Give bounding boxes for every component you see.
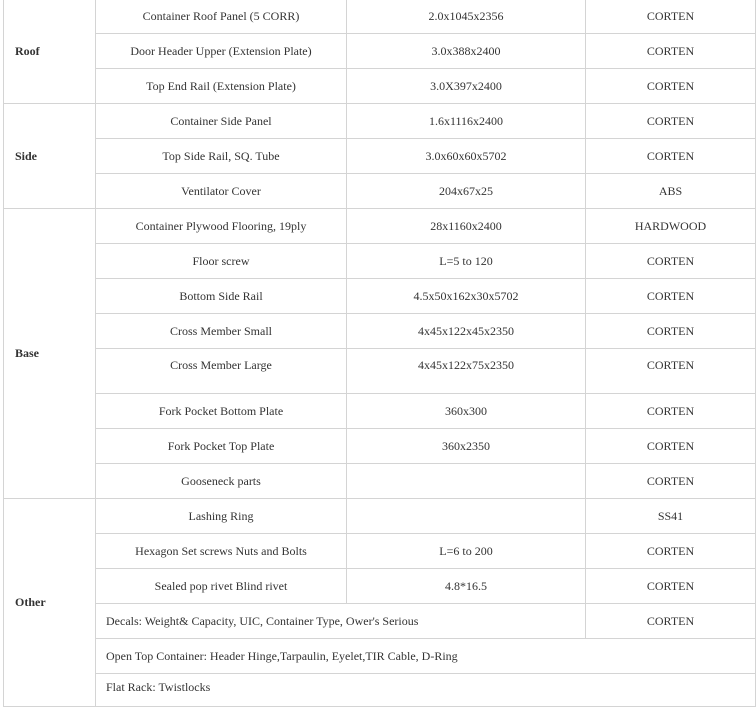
container-parts-table xyxy=(3,0,756,707)
open-top-note: Open Top Container: Header Hinge,Tarpaulin, Eyelet,TIR Cable, D-Ring xyxy=(96,639,756,674)
part-name: Gooseneck parts xyxy=(96,464,347,499)
table-row xyxy=(4,534,756,569)
part-name: Top End Rail (Extension Plate) xyxy=(96,69,347,104)
part-material: CORTEN xyxy=(586,244,756,279)
part-name: Bottom Side Rail xyxy=(96,279,347,314)
part-material: CORTEN xyxy=(586,534,756,569)
table-row xyxy=(4,104,756,139)
part-material: CORTEN xyxy=(586,34,756,69)
table-row xyxy=(4,349,756,394)
part-name: Fork Pocket Top Plate xyxy=(96,429,347,464)
part-material-text: CORTEN xyxy=(646,357,695,372)
category-other: Other xyxy=(4,499,96,707)
part-size: 4.5x50x162x30x5702 xyxy=(347,279,586,314)
part-size: 3.0X397x2400 xyxy=(347,69,586,104)
part-name: Hexagon Set screws Nuts and Bolts xyxy=(96,534,347,569)
part-name: Floor screw xyxy=(96,244,347,279)
part-material: CORTEN xyxy=(586,314,756,349)
part-size: 3.0x60x60x5702 xyxy=(347,139,586,174)
table-row xyxy=(4,69,756,104)
part-size-text: 4x45x122x75x2350 xyxy=(418,357,514,372)
part-size: L=5 to 120 xyxy=(347,244,586,279)
part-material: CORTEN xyxy=(586,604,756,639)
part-size: 3.0x388x2400 xyxy=(347,34,586,69)
part-name: Ventilator Cover xyxy=(96,174,347,209)
part-material: CORTEN xyxy=(586,429,756,464)
part-material: CORTEN xyxy=(586,279,756,314)
table-row xyxy=(4,244,756,279)
part-material: HARDWOOD xyxy=(586,209,756,244)
part-name: Cross Member Small xyxy=(96,314,347,349)
part-name: Lashing Ring xyxy=(96,499,347,534)
table-row xyxy=(4,139,756,174)
table-row xyxy=(4,209,756,244)
table-row xyxy=(4,394,756,429)
part-name: Container Plywood Flooring, 19ply xyxy=(96,209,347,244)
decals-note: Decals: Weight& Capacity, UIC, Container Type, Ower's Serious xyxy=(96,604,586,639)
part-material: CORTEN xyxy=(586,0,756,34)
part-name: Container Roof Panel (5 CORR) xyxy=(96,0,347,34)
table-row xyxy=(4,429,756,464)
part-material: CORTEN xyxy=(586,139,756,174)
part-material xyxy=(586,349,756,394)
table-row xyxy=(4,34,756,69)
flat-rack-text: Flat Rack: Twistlocks xyxy=(106,679,211,694)
table-row xyxy=(4,174,756,209)
part-name: Top Side Rail, SQ. Tube xyxy=(96,139,347,174)
table-row xyxy=(4,569,756,604)
part-name: Fork Pocket Bottom Plate xyxy=(96,394,347,429)
part-material: CORTEN xyxy=(586,69,756,104)
part-material: SS41 xyxy=(586,499,756,534)
part-size: 4x45x122x45x2350 xyxy=(347,314,586,349)
part-size: 360x300 xyxy=(347,394,586,429)
part-material: ABS xyxy=(586,174,756,209)
table-row xyxy=(4,314,756,349)
table-row xyxy=(4,279,756,314)
table-row xyxy=(4,464,756,499)
part-size: 28x1160x2400 xyxy=(347,209,586,244)
part-material: CORTEN xyxy=(586,569,756,604)
part-size xyxy=(347,464,586,499)
table-row xyxy=(4,639,756,674)
part-material: CORTEN xyxy=(586,394,756,429)
part-size: L=6 to 200 xyxy=(347,534,586,569)
table-row xyxy=(4,604,756,639)
part-name: Container Side Panel xyxy=(96,104,347,139)
table-row xyxy=(4,499,756,534)
part-name xyxy=(96,349,347,394)
part-size: 4.8*16.5 xyxy=(347,569,586,604)
category-base: Base xyxy=(4,209,96,499)
part-material: CORTEN xyxy=(586,464,756,499)
part-name: Door Header Upper (Extension Plate) xyxy=(96,34,347,69)
part-material: CORTEN xyxy=(586,104,756,139)
part-size: 360x2350 xyxy=(347,429,586,464)
flat-rack-note xyxy=(96,674,756,707)
part-size: 1.6x1116x2400 xyxy=(347,104,586,139)
part-size xyxy=(347,349,586,394)
table-row xyxy=(4,0,756,34)
part-name: Sealed pop rivet Blind rivet xyxy=(96,569,347,604)
table-row xyxy=(4,674,756,707)
category-roof: Roof xyxy=(4,0,96,104)
part-size: 204x67x25 xyxy=(347,174,586,209)
category-side: Side xyxy=(4,104,96,209)
part-name-text: Cross Member Large xyxy=(170,357,272,372)
part-size: 2.0x1045x2356 xyxy=(347,0,586,34)
part-size xyxy=(347,499,586,534)
